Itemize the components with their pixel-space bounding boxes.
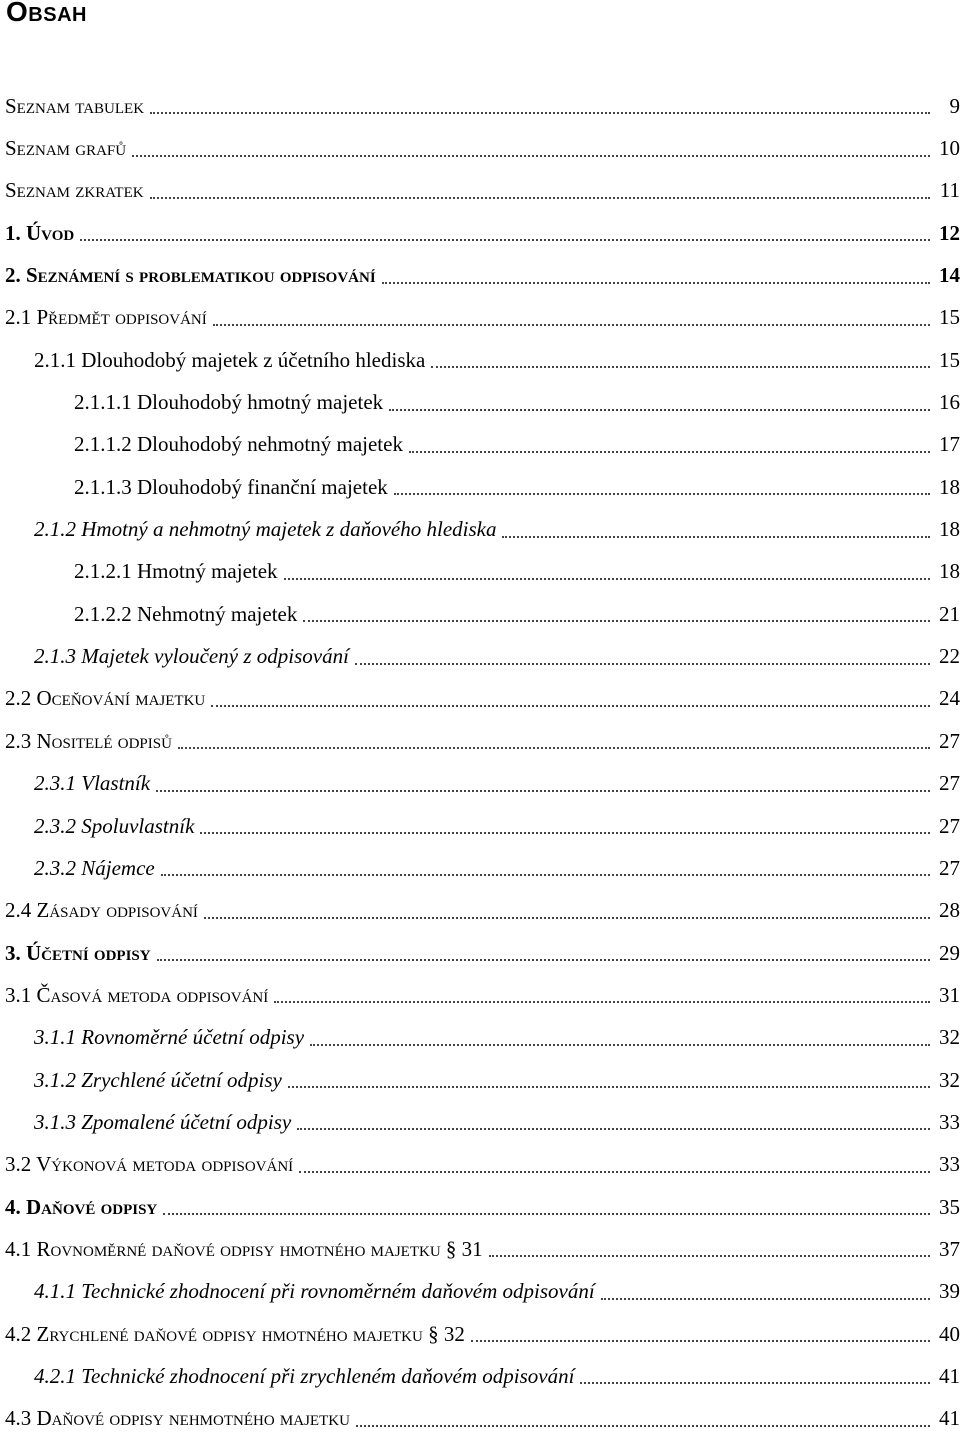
toc-entry-label: 2.1.1.2 Dlouhodobý nehmotný majetek — [74, 432, 403, 457]
toc-entry[interactable] — [0, 127, 960, 169]
toc-entry[interactable] — [0, 1398, 960, 1440]
toc-entry-label: 2.1.2.2 Nehmotný majetek — [74, 601, 298, 626]
toc-entry-label: Seznam zkratek — [5, 178, 144, 203]
toc-entry-page: 39 — [939, 1279, 960, 1304]
dot-leader — [356, 1425, 930, 1427]
toc-entry-page: 9 — [949, 93, 960, 118]
dot-leader — [601, 1298, 930, 1300]
dot-leader — [303, 620, 930, 622]
toc-entry-label: 2.1.1 Dlouhodobý majetek z účetního hlediska — [34, 347, 426, 372]
dot-leader — [213, 324, 930, 326]
toc-entry[interactable] — [0, 1059, 960, 1101]
toc-entry[interactable] — [0, 381, 960, 423]
toc-entry-label: 4.1 Rovnoměrné daňové odpisy hmotného majetku § 31 — [5, 1236, 483, 1261]
toc-entry[interactable] — [0, 1144, 960, 1186]
dot-leader — [389, 409, 930, 411]
dot-leader — [471, 1340, 930, 1342]
toc-entry-page: 18 — [939, 559, 960, 584]
dot-leader — [211, 705, 930, 707]
dot-leader — [489, 1255, 930, 1257]
toc-entry[interactable] — [0, 85, 960, 127]
toc-entry-page: 33 — [939, 1152, 960, 1177]
toc-entry-page: 12 — [939, 220, 960, 245]
toc-entry[interactable] — [0, 339, 960, 381]
toc-entry[interactable] — [0, 763, 960, 805]
toc-entry-page: 29 — [939, 940, 960, 965]
toc-entry-label: 3.1 Časová metoda odpisování — [5, 982, 269, 1007]
toc-entry-page: 17 — [939, 432, 960, 457]
dot-leader — [394, 493, 930, 495]
toc-entry[interactable] — [0, 1101, 960, 1143]
toc-entry-label: 1. Úvod — [5, 220, 75, 245]
toc-entry-label: 2.1.2 Hmotný a nehmotný majetek z daňového hlediska — [34, 517, 497, 542]
toc-entry[interactable] — [0, 847, 960, 889]
toc-entry-page: 22 — [939, 644, 960, 669]
dot-leader — [156, 790, 930, 792]
dot-leader — [502, 536, 930, 538]
dot-leader — [150, 197, 930, 199]
toc-entry-page: 32 — [939, 1067, 960, 1092]
toc-entry-label: 2.2 Oceňování majetku — [5, 686, 206, 711]
toc-entry-page: 41 — [939, 1406, 960, 1431]
toc-entry-label: 3.1.3 Zpomalené účetní odpisy — [34, 1109, 292, 1134]
dot-leader — [299, 1171, 930, 1173]
toc-entry[interactable] — [0, 508, 960, 550]
toc-entry[interactable] — [0, 424, 960, 466]
toc-entry-label: 4.2.1 Technické zhodnocení při zrychleném daňovém odpisování — [34, 1363, 575, 1388]
toc-entry-label: 4.3 Daňové odpisy nehmotného majetku — [5, 1406, 350, 1431]
toc-entry[interactable] — [0, 1186, 960, 1228]
toc-entry-page: 10 — [939, 136, 960, 161]
toc-entry-page: 28 — [939, 898, 960, 923]
toc-entry-page: 27 — [939, 813, 960, 838]
dot-leader — [178, 747, 930, 749]
toc-entry[interactable] — [0, 678, 960, 720]
dot-leader — [204, 917, 930, 919]
toc-entry[interactable] — [0, 1313, 960, 1355]
dot-leader — [132, 155, 930, 157]
toc-entry-label: 2. Seznámení s problematikou odpisování — [5, 263, 376, 288]
toc-entry[interactable] — [0, 466, 960, 508]
toc-entry-label: 4.1.1 Technické zhodnocení při rovnoměrném daňovém odpisování — [34, 1279, 595, 1304]
toc-entry-page: 15 — [939, 305, 960, 330]
toc-entry[interactable] — [0, 1228, 960, 1270]
dot-leader — [80, 239, 930, 241]
toc-entry-page: 27 — [939, 728, 960, 753]
dot-leader — [310, 1044, 930, 1046]
toc-entry-label: 2.1.3 Majetek vyloučený z odpisování — [34, 644, 349, 669]
toc-entry-page: 14 — [939, 263, 960, 288]
toc-entry[interactable] — [0, 805, 960, 847]
toc-entry-label: 3.1.1 Rovnoměrné účetní odpisy — [34, 1025, 305, 1050]
toc-entry[interactable] — [0, 1271, 960, 1313]
toc-entry-page: 40 — [939, 1321, 960, 1346]
dot-leader — [431, 366, 930, 368]
toc-entry-label: 2.3.1 Vlastník — [34, 771, 151, 796]
dot-leader — [150, 112, 930, 114]
toc-entry-label: 2.4 Zásady odpisování — [5, 898, 198, 923]
dot-leader — [355, 663, 930, 665]
toc-entry-label: 2.1.1.3 Dlouhodobý finanční majetek — [74, 474, 388, 499]
toc-entry-page: 35 — [939, 1194, 960, 1219]
toc-entry-page: 18 — [939, 517, 960, 542]
dot-leader — [200, 832, 930, 834]
toc-entry[interactable] — [0, 1355, 960, 1397]
toc-entry-label: 2.1.1.1 Dlouhodobý hmotný majetek — [74, 390, 384, 415]
toc-entry-page: 41 — [939, 1363, 960, 1388]
toc-entry[interactable] — [0, 974, 960, 1016]
dot-leader — [157, 959, 930, 961]
toc-entry[interactable] — [0, 254, 960, 296]
toc-entry-label: Seznam grafů — [5, 136, 127, 161]
dot-leader — [382, 282, 930, 284]
table-of-contents — [0, 85, 960, 1440]
toc-entry-page: 27 — [939, 855, 960, 880]
toc-entry[interactable] — [0, 297, 960, 339]
toc-entry[interactable] — [0, 1017, 960, 1059]
toc-entry[interactable] — [0, 170, 960, 212]
toc-entry-page: 32 — [939, 1025, 960, 1050]
toc-entry-label: 4. Daňové odpisy — [5, 1194, 158, 1219]
toc-entry-page: 37 — [939, 1236, 960, 1261]
toc-entry[interactable] — [0, 593, 960, 635]
toc-entry-label: 2.1 Předmět odpisování — [5, 305, 207, 330]
dot-leader — [161, 874, 930, 876]
toc-entry-label: 3.2 Výkonová metoda odpisování — [5, 1152, 294, 1177]
toc-entry[interactable] — [0, 720, 960, 762]
toc-entry-page: 18 — [939, 474, 960, 499]
toc-entry[interactable] — [0, 551, 960, 593]
toc-entry[interactable] — [0, 212, 960, 254]
dot-leader — [288, 1086, 930, 1088]
toc-entry[interactable] — [0, 635, 960, 677]
toc-entry-page: 27 — [939, 771, 960, 796]
dot-leader — [274, 1001, 930, 1003]
toc-entry-page: 31 — [939, 982, 960, 1007]
page-title: Obsah — [6, 0, 87, 27]
dot-leader — [409, 451, 930, 453]
toc-entry-label: 2.3 Nositelé odpisů — [5, 728, 172, 753]
toc-entry-label: 3. Účetní odpisy — [5, 940, 151, 965]
toc-entry-page: 33 — [939, 1109, 960, 1134]
toc-entry-label: Seznam tabulek — [5, 93, 145, 118]
toc-entry-label: 2.3.2 Nájemce — [34, 855, 155, 880]
toc-entry-label: 3.1.2 Zrychlené účetní odpisy — [34, 1067, 282, 1092]
toc-entry-label: 2.3.2 Spoluvlastník — [34, 813, 195, 838]
toc-entry-page: 21 — [939, 601, 960, 626]
dot-leader — [580, 1382, 930, 1384]
dot-leader — [163, 1213, 930, 1215]
toc-entry-label: 2.1.2.1 Hmotný majetek — [74, 559, 278, 584]
toc-entry-page: 16 — [939, 390, 960, 415]
toc-entry-page: 15 — [939, 347, 960, 372]
dot-leader — [284, 578, 930, 580]
toc-entry-label: 4.2 Zrychlené daňové odpisy hmotného majetku § 32 — [5, 1321, 465, 1346]
dot-leader — [297, 1128, 930, 1130]
toc-entry[interactable] — [0, 932, 960, 974]
toc-entry-page: 11 — [939, 178, 960, 203]
toc-entry-page: 24 — [939, 686, 960, 711]
toc-entry[interactable] — [0, 890, 960, 932]
